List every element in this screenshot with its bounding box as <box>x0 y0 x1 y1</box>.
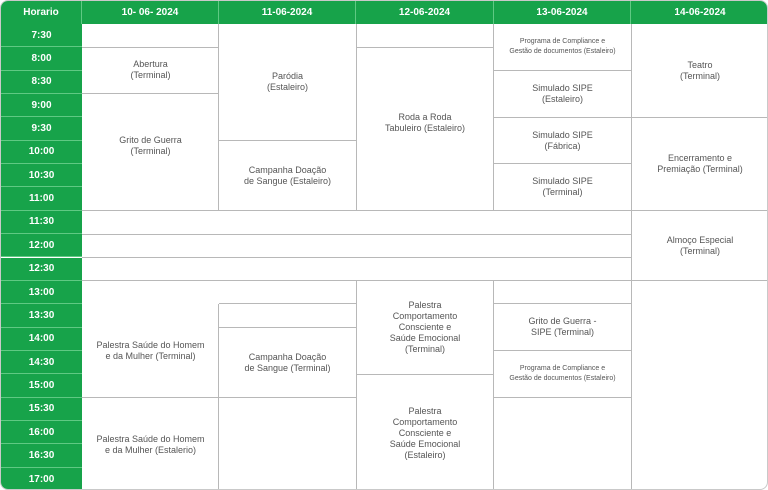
header-day-4: 13-06-2024 <box>494 1 631 24</box>
time-label: 13:30 <box>1 304 82 327</box>
event-campanha-doacao: Campanha Doação de Sangue (Estaleiro) <box>243 164 332 186</box>
event-palestra-saude: Palestra Saúde do Homem e da Mulher (Estalerio) <box>96 433 205 455</box>
event-simulado-sipe: Simulado SIPE (Fábrica) <box>532 129 593 151</box>
time-label: 8:30 <box>1 71 82 94</box>
time-label: 16:30 <box>1 444 82 467</box>
event-encerramento: Encerramento e Premiação (Terminal) <box>657 153 743 174</box>
event-programa-compliance: Programa de Compliance e Gestão de documentos (Estaleiro) <box>509 38 616 55</box>
time-label: 15:00 <box>1 374 82 397</box>
event-teatro: Teatro (Terminal) <box>679 59 720 81</box>
event-grito-de-guerra-sipe: Grito de Guerra - SIPE (Terminal) <box>528 316 597 337</box>
time-label: 11:30 <box>1 211 82 234</box>
time-label: 13:00 <box>1 281 82 304</box>
time-label: 17:00 <box>1 468 82 490</box>
event-palestra-comportamento: Palestra Comportamento Consciente e Saúde Emocional (Estaleiro) <box>389 405 461 460</box>
event-simulado-sipe: Simulado SIPE (Estaleiro) <box>532 83 593 104</box>
event-programa-compliance: Programa de Compliance e Gestão de documentos (Estaleiro) <box>509 365 616 382</box>
event-grito-de-guerra: Grito de Guerra (Terminal) <box>119 135 182 156</box>
header-day-5: 14-06-2024 <box>631 1 768 24</box>
time-label: 9:30 <box>1 117 82 140</box>
grid-line <box>82 234 631 235</box>
header-horario: Horario <box>1 1 82 24</box>
event-almoco-especial: Almoço Especial (Terminal) <box>666 234 734 256</box>
grid-line <box>219 303 356 304</box>
event-abertura: Abertura (Terminal) <box>130 59 171 80</box>
grid-line <box>219 397 356 398</box>
time-label: 7:30 <box>1 24 82 47</box>
time-label: 14:30 <box>1 351 82 374</box>
event-palestra-comportamento: Palestra Comportamento Consciente e Saúde Emocional (Terminal) <box>389 300 461 354</box>
event-campanha-doacao: Campanha Doação de Sangue (Terminal) <box>244 351 331 373</box>
header-day-2: 11-06-2024 <box>219 1 356 24</box>
event-parodia: Paródia (Estaleiro) <box>266 71 308 92</box>
header-day-3: 12-06-2024 <box>356 1 494 24</box>
event-simulado-sipe: Simulado SIPE (Terminal) <box>532 176 593 197</box>
time-label: 12:30 <box>1 258 82 281</box>
event-palestra-saude: Palestra Saúde do Homem e da Mulher (Terminal) <box>96 339 205 361</box>
time-label: 8:00 <box>1 47 82 70</box>
header-day-1: 10- 06- 2024 <box>82 1 219 24</box>
grid-line <box>494 397 631 398</box>
time-label: 14:00 <box>1 328 82 351</box>
time-label: 10:00 <box>1 141 82 164</box>
time-label: 15:30 <box>1 398 82 421</box>
time-label: 11:00 <box>1 187 82 210</box>
grid-line <box>82 257 631 258</box>
time-label: 12:00 <box>1 234 82 257</box>
time-label: 10:30 <box>1 164 82 187</box>
time-label: 16:00 <box>1 421 82 444</box>
time-label: 9:00 <box>1 94 82 117</box>
event-roda-a-roda: Roda a Roda Tabuleiro (Estaleiro) <box>384 112 466 133</box>
